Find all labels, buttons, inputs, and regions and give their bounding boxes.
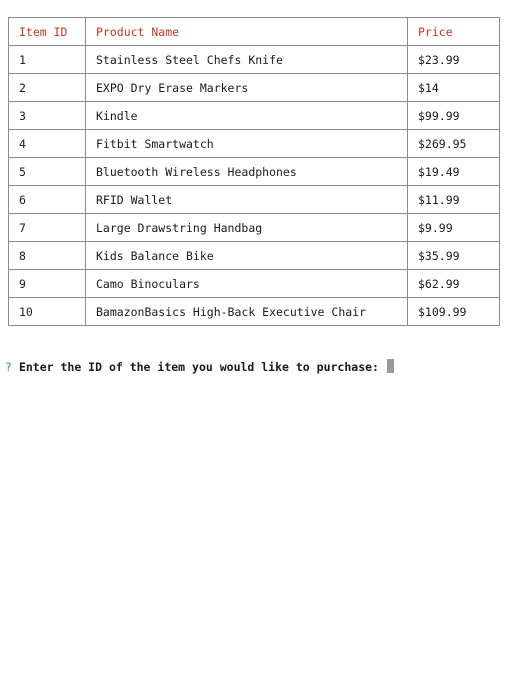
item-id-cell: 5 (9, 158, 86, 186)
table-row (9, 242, 500, 270)
product-name-cell: BamazonBasics High-Back Executive Chair (86, 298, 408, 326)
price-cell: $109.99 (408, 298, 500, 326)
product-name-cell: Fitbit Smartwatch (86, 130, 408, 158)
product-name-cell: RFID Wallet (86, 186, 408, 214)
table-row (9, 186, 500, 214)
column-header-price: Price (408, 18, 500, 46)
table-row (9, 214, 500, 242)
text-cursor[interactable] (387, 359, 394, 373)
table-row (9, 74, 500, 102)
column-header-item-id: Item ID (9, 18, 86, 46)
price-cell: $62.99 (408, 270, 500, 298)
products-table (8, 17, 500, 326)
table-row (9, 46, 500, 74)
item-id-cell: 3 (9, 102, 86, 130)
item-id-cell: 9 (9, 270, 86, 298)
price-cell: $9.99 (408, 214, 500, 242)
price-cell: $35.99 (408, 242, 500, 270)
item-id-cell: 2 (9, 74, 86, 102)
product-name-cell: Camo Binoculars (86, 270, 408, 298)
item-id-cell: 6 (9, 186, 86, 214)
table-row (9, 270, 500, 298)
table-row (9, 130, 500, 158)
price-cell: $14 (408, 74, 500, 102)
price-cell: $11.99 (408, 186, 500, 214)
product-name-cell: Kids Balance Bike (86, 242, 408, 270)
prompt-question: Enter the ID of the item you would like to purchase: (18, 360, 379, 374)
table-row (9, 102, 500, 130)
price-cell: $269.95 (408, 130, 500, 158)
terminal-output (8, 17, 499, 326)
item-id-cell: 10 (9, 298, 86, 326)
price-cell: $99.99 (408, 102, 500, 130)
item-id-cell: 7 (9, 214, 86, 242)
product-name-cell: Bluetooth Wireless Headphones (86, 158, 408, 186)
price-cell: $23.99 (408, 46, 500, 74)
price-cell: $19.49 (408, 158, 500, 186)
table-row (9, 298, 500, 326)
item-id-cell: 8 (9, 242, 86, 270)
product-name-cell: EXPO Dry Erase Markers (86, 74, 408, 102)
product-name-cell: Stainless Steel Chefs Knife (86, 46, 408, 74)
product-name-cell: Kindle (86, 102, 408, 130)
purchase-prompt[interactable] (5, 359, 394, 375)
item-id-cell: 4 (9, 130, 86, 158)
product-name-cell: Large Drawstring Handbag (86, 214, 408, 242)
table-header-row (9, 18, 500, 46)
item-id-cell: 1 (9, 46, 86, 74)
column-header-product-name: Product Name (86, 18, 408, 46)
table-row (9, 158, 500, 186)
question-mark-icon: ? (5, 360, 12, 374)
